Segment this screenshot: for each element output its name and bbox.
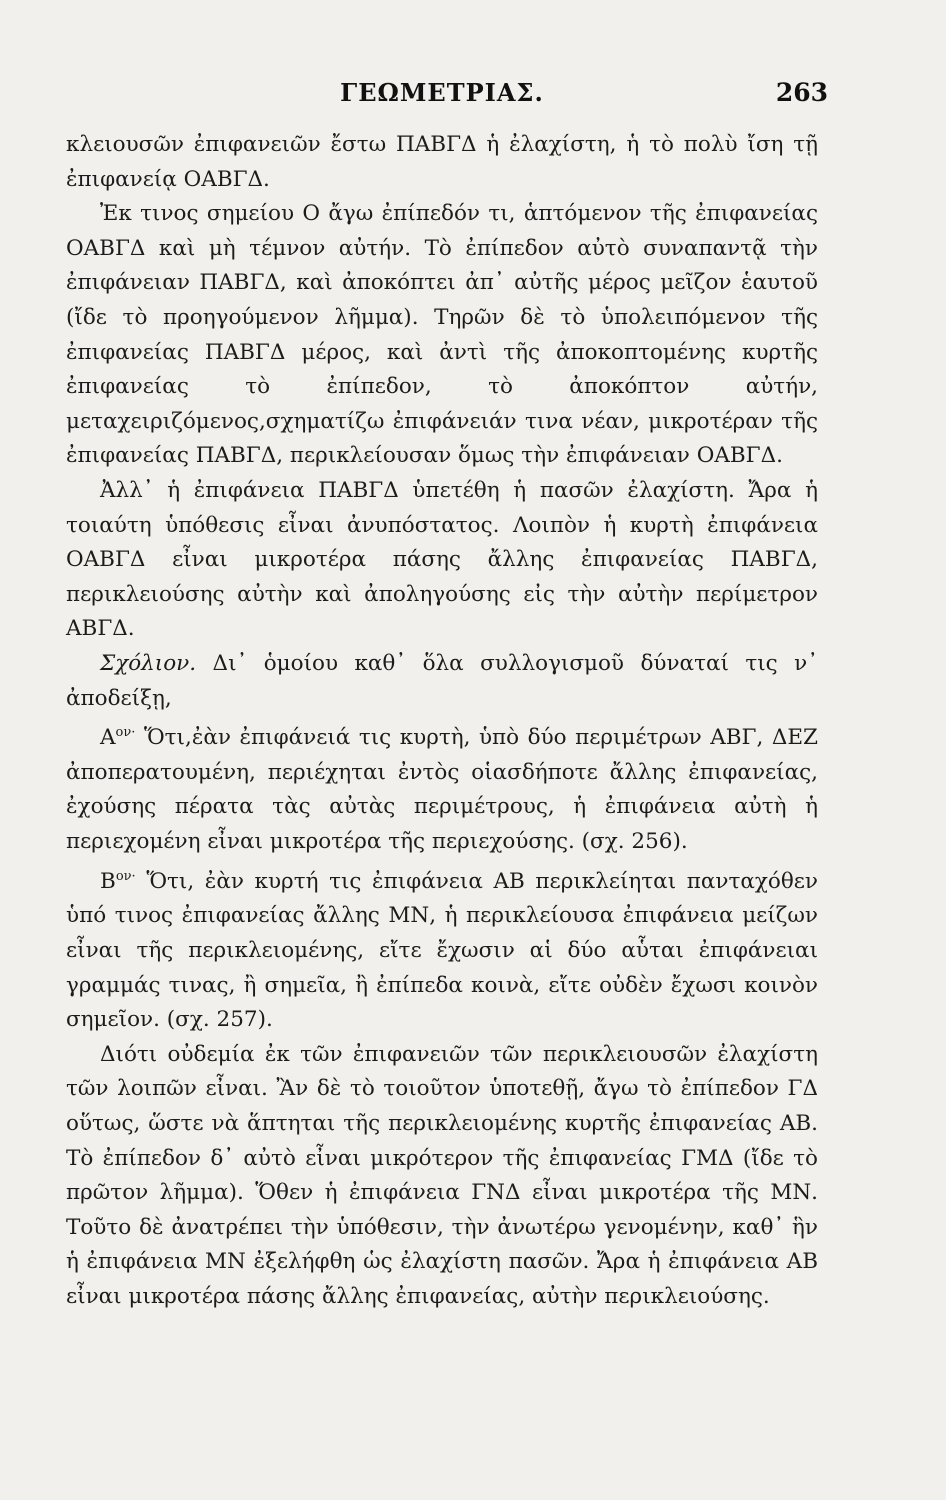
paragraph-continuation: κλειουσῶν ἐπιφανειῶν ἔστω ΠΑΒΓΔ ἡ ἐλαχίστη, ἡ τὸ πολὺ ἴση τῇ ἐπιφανείᾳ ΟΑΒΓΔ. — [66, 132, 818, 192]
paragraph-proof: Ἐκ τινος σημείου Ο ἄγω ἐπίπεδόν τι, ἁπτόμενον τῆς ἐπιφανείας ΟΑΒΓΔ καὶ μὴ τέμνον αὐτήν. Τὸ ἐπίπεδον αὐτὸ συναπαντᾷ τὴν ἐπιφάνειαν ΠΑΒΓΔ, καὶ ἀποκόπτει ἀπ᾽ αὐτῆς μέρος μεῖζον ἑαυτοῦ (ἴδε τὸ προηγούμενον λῆμμα). Τηρῶν δὲ τὸ ὑπολειπόμενον τῆς ἐπιφανείας ΠΑΒΓΔ μέρος, καὶ ἀντὶ τῆς ἀποκοπτομένης κυρτῆς ἐπιφανείας τὸ ἐπίπεδον, τὸ ἀποκόπτον αὐτήν, μεταχειριζόμενος,σχηματίζω ἐπιφάνειάν τινα νέαν, μικροτέραν τῆς ἐπιφανείας ΠΑΒΓΔ, περικλείουσαν ὅμως τὴν ἐπιφάνειαν ΟΑΒΓΔ. — [66, 201, 818, 469]
item-marker: Β — [100, 868, 116, 894]
paragraph-final-proof: Διότι οὐδεμία ἐκ τῶν ἐπιφανειῶν τῶν περικλειουσῶν ἐλαχίστη τῶν λοιπῶν εἶναι. Ἂν δὲ τὸ τοιοῦτον ὑποτεθῇ, ἄγω τὸ ἐπίπεδον ΓΔ οὕτως, ὥστε νὰ ἅπτηται τῆς περικλειομένης κυρτῆς ἐπιφανείας ΑΒ. Τὸ ἐπίπεδον δ᾽ αὐτὸ εἶναι μικρότερον τῆς ἐπιφανείας ΓΜΔ (ἴδε τὸ πρῶτον λῆμμα). Ὅθεν ἡ ἐπιφάνεια ΓΝΔ εἶναι μικροτέρα τῆς ΜΝ. Τοῦτο δὲ ἀνατρέπει τὴν ὑπόθεσιν, τὴν ἀνωτέρω γενομένην, καθ᾽ ἣν ἡ ἐπιφάνεια ΜΝ ἐξελήφθη ὡς ἐλαχίστη πασῶν. Ἄρα ἡ ἐπιφάνεια ΑΒ εἶναι μικροτέρα πάσης ἄλλης ἐπιφανείας, αὐτὴν περικλειούσης. — [66, 1041, 818, 1309]
page-number: 263 — [775, 78, 828, 107]
item-marker-suffix: ον· — [115, 868, 136, 884]
item-text: Ὅτι,ἐὰν ἐπιφάνειά τις κυρτὴ, ὑπὸ δύο περιμέτρων ΑΒΓ, ΔΕΖ ἀποπερατουμένη, περιέχηται ἐντὸς οἱασδήποτε ἄλλης ἐπιφανείας, ἐχούσης πέρατα τὰς αὐτὰς περιμέτρους, ἡ ἐπιφάνεια αὐτὴ ἡ περιεχομένη εἶναι μικροτέρα τῆς περιεχούσης. (σχ. 256). — [66, 725, 818, 855]
item-marker-suffix: ον· — [115, 725, 136, 741]
scholion-label: Σχόλιον. — [100, 650, 197, 676]
scholion-paragraph — [66, 647, 818, 716]
running-title: ΓΕΩΜΕΤΡΙΑΣ. — [340, 78, 544, 107]
paragraph-conclusion: Ἀλλ᾽ ἡ ἐπιφάνεια ΠΑΒΓΔ ὑπετέθη ἡ πασῶν ἐλαχίστη. Ἄρα ἡ τοιαύτη ὑπόθεσις εἶναι ἀνυπόστατος. Λοιπὸν ἡ κυρτὴ ἐπιφάνεια ΟΑΒΓΔ εἶναι μικροτέρα πάσης ἄλλης ἐπιφανείας ΠΑΒΓΔ, περικλειούσης αὐτὴν καὶ ἀποληγούσης εἰς τὴν αὐτὴν περίμετρον ΑΒΓΔ. — [66, 477, 818, 642]
scholion-text: Δι᾽ ὁμοίου καθ᾽ ὅλα συλλογισμοῦ δύναταί τις ν᾽ ἀποδείξῃ, — [66, 650, 819, 711]
item-first — [66, 716, 818, 860]
item-second — [66, 860, 818, 1038]
item-text: Ὅτι, ἐὰν κυρτή τις ἐπιφάνεια ΑΒ περικλείηται πανταχόθεν ὑπό τινος ἐπιφανείας ἄλλης ΜΝ, ἡ περικλείουσα ἐπιφάνεια μείζων εἶναι τῆς περικλειομένης, εἴτε ἔχωσιν αἱ δύο αὗται ἐπιφάνειαι γραμμάς τινας, ἢ σημεῖα, ἢ ἐπίπεδα κοινὰ, εἴτε οὐδὲν ἔχωσι κοινὸν σημεῖον. (σχ. 257). — [66, 868, 818, 1033]
page-header — [66, 78, 828, 118]
book-page — [66, 78, 828, 1315]
page-body — [66, 128, 818, 1315]
item-marker: Α — [100, 725, 116, 751]
